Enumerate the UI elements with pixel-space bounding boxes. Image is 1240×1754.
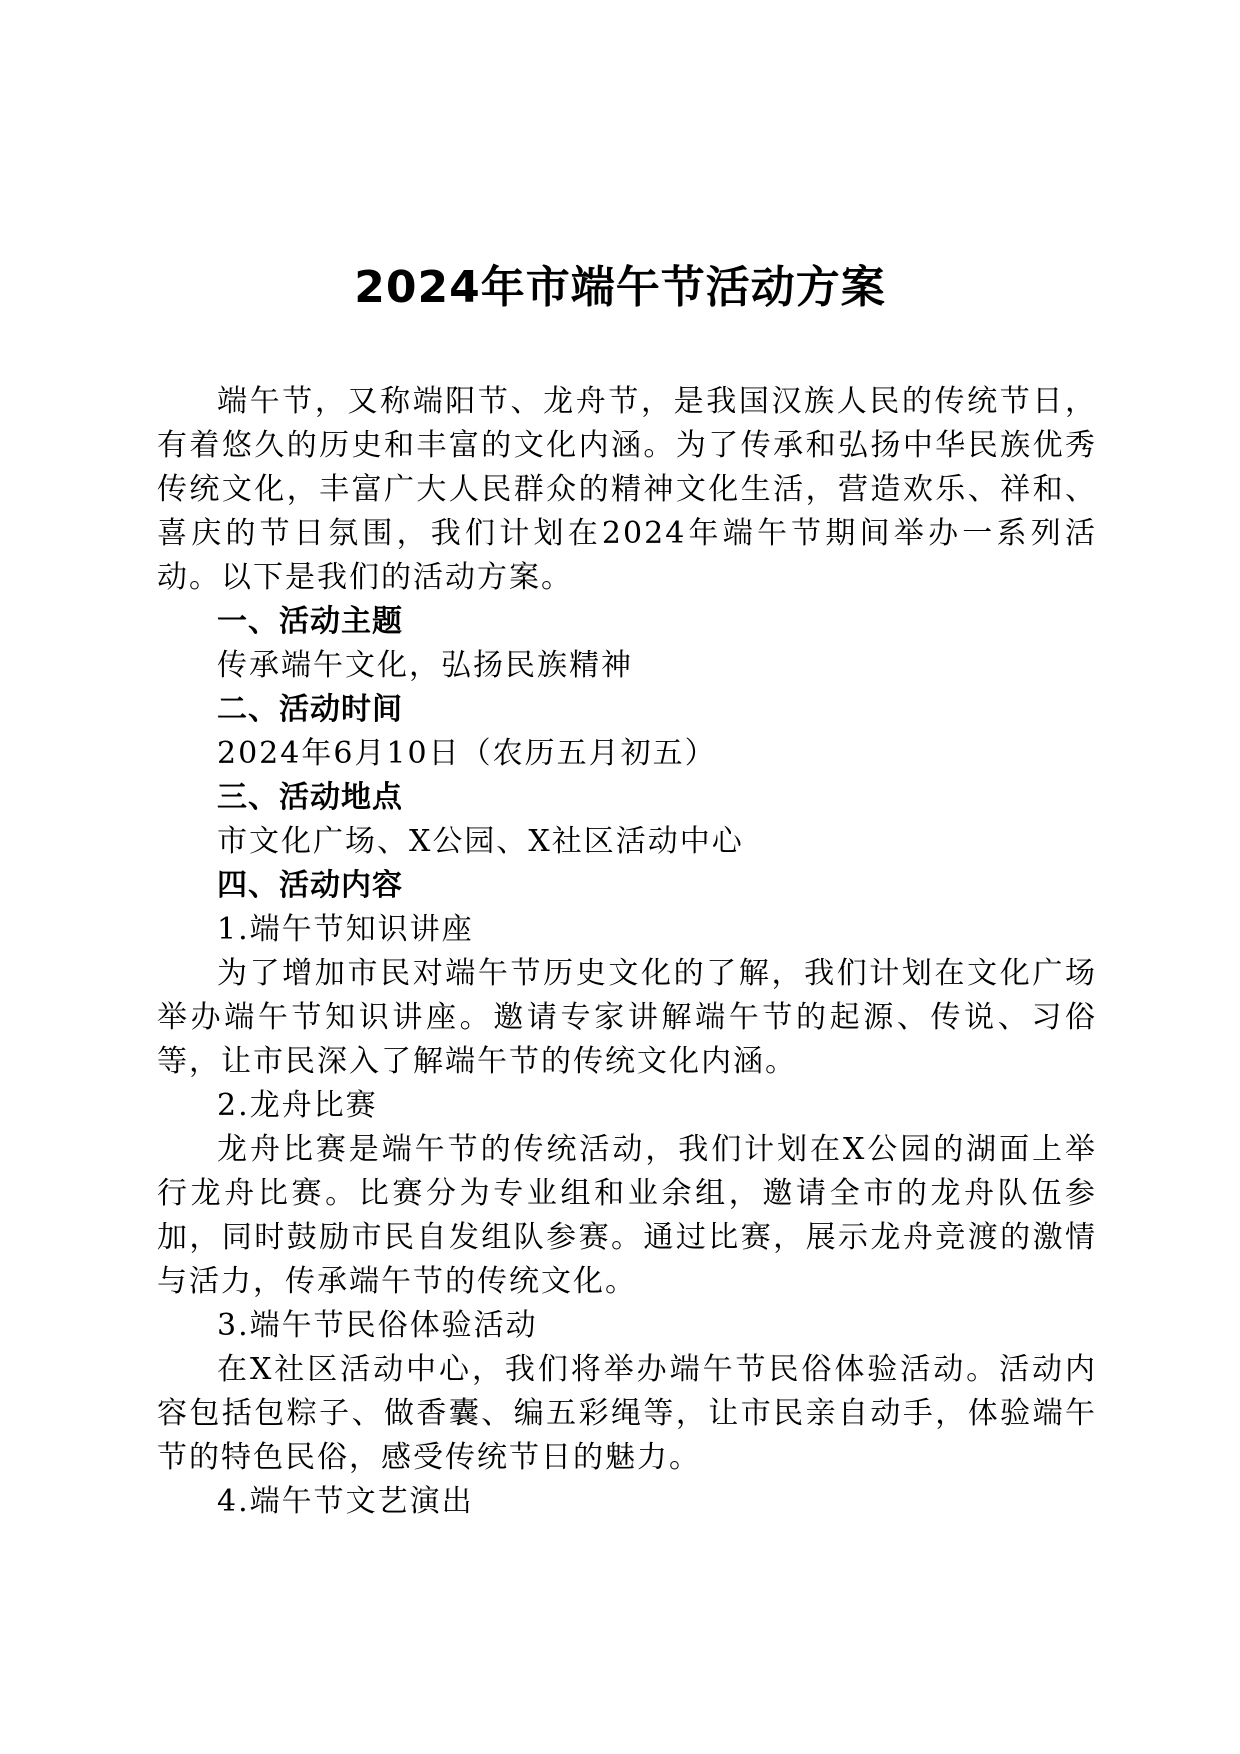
document-body	[157, 380, 1097, 1524]
section-text-location: 市文化广场、X公园、X社区活动中心	[217, 824, 744, 859]
section-heading-location: 三、活动地点	[217, 780, 403, 815]
activity-title-lecture: 1.端午节知识讲座	[217, 912, 474, 947]
section-heading-time: 二、活动时间	[217, 692, 403, 727]
section-heading-theme: 一、活动主题	[217, 604, 403, 639]
activity-title-folk-experience: 3.端午节民俗体验活动	[217, 1308, 538, 1343]
activity-title-performance: 4.端午节文艺演出	[217, 1484, 474, 1519]
section-text-theme: 传承端午文化，弘扬民族精神	[217, 648, 633, 683]
activity-text-dragon-boat: 龙舟比赛是端午节的传统活动，我们计划在X公园的湖面上举行龙舟比赛。比赛分为专业组和业余组，邀请全市的龙舟队伍参加，同时鼓励市民自发组队参赛。通过比赛，展示龙舟竞渡的激情与活力，传承端午节的传统文化。	[157, 1132, 1097, 1299]
section-text-time: 2024年6月10日（农历五月初五）	[217, 736, 717, 771]
activity-title-dragon-boat: 2.龙舟比赛	[217, 1088, 378, 1123]
intro-paragraph: 端午节，又称端阳节、龙舟节，是我国汉族人民的传统节日，有着悠久的历史和丰富的文化内涵。为了传承和弘扬中华民族优秀传统文化，丰富广大人民群众的精神文化生活，营造欢乐、祥和、喜庆的节日氛围，我们计划在2024年端午节期间举办一系列活动。以下是我们的活动方案。	[157, 384, 1097, 595]
section-heading-content: 四、活动内容	[217, 868, 403, 903]
document-title: 2024年市端午节活动方案	[354, 262, 886, 313]
activity-text-lecture: 为了增加市民对端午节历史文化的了解，我们计划在文化广场举办端午节知识讲座。邀请专家讲解端午节的起源、传说、习俗等，让市民深入了解端午节的传统文化内涵。	[157, 956, 1097, 1079]
activity-text-folk-experience: 在X社区活动中心，我们将举办端午节民俗体验活动。活动内容包括包粽子、做香囊、编五彩绳等，让市民亲自动手，体验端午节的特色民俗，感受传统节日的魅力。	[157, 1352, 1097, 1475]
